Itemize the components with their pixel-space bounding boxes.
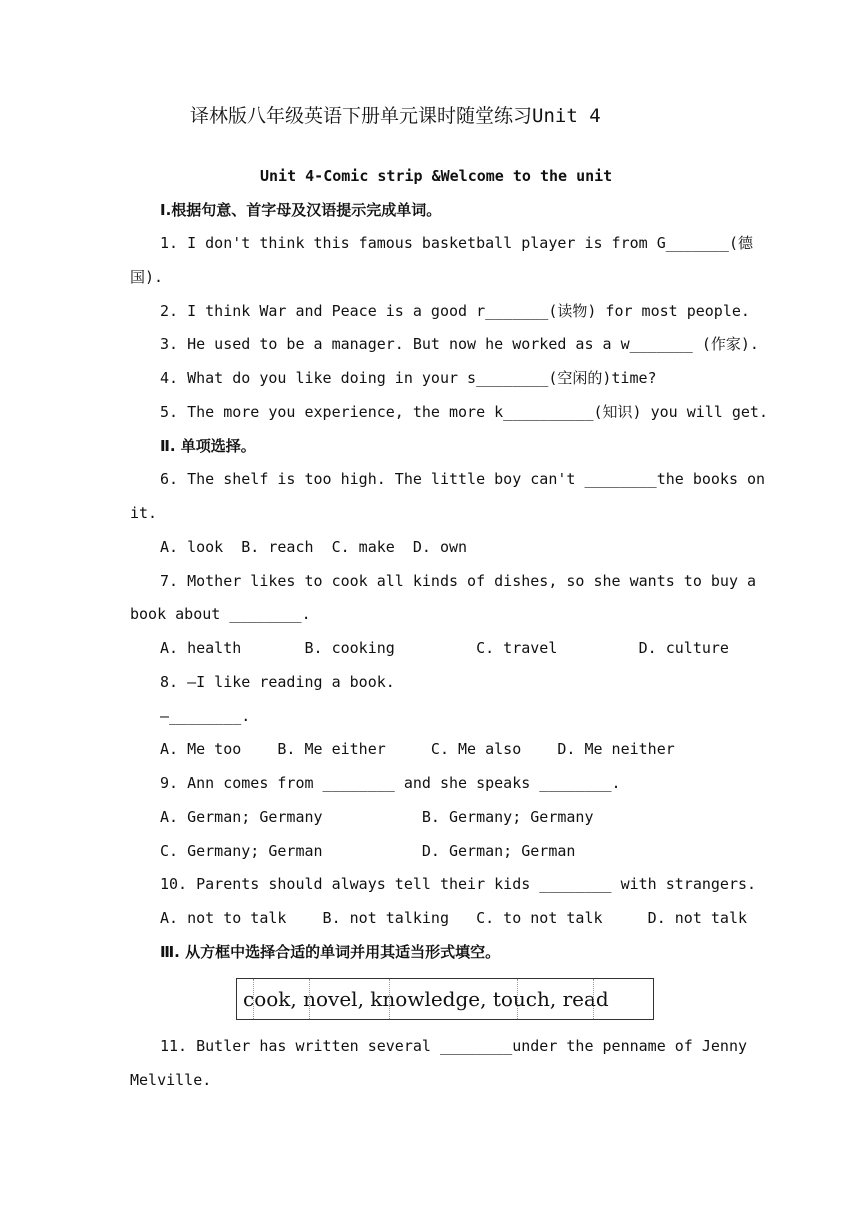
section-3-heading: Ⅲ. 从方框中选择合适的单词并用其适当形式填空。 — [160, 943, 501, 961]
box-divider — [309, 979, 310, 1019]
question-7-line-1: 7. Mother likes to cook all kinds of dishes, so she wants to buy a — [160, 572, 757, 590]
question-2: 2. I think War and Peace is a good r_______(读物) for most people. — [160, 302, 750, 320]
word-bank-text: cook, novel, knowledge, touch, read — [243, 987, 609, 1011]
question-5: 5. The more you experience, the more k__________(知识) you will get. — [160, 403, 768, 421]
question-3: 3. He used to be a manager. But now he worked as a w_______ (作家). — [160, 335, 759, 353]
question-10-options: A. not to talk B. not talking C. to not talk D. not talk — [160, 909, 747, 927]
word-bank-box — [236, 978, 654, 1020]
question-9-options-cd: C. Germany; German D. German; German — [160, 842, 576, 860]
question-6-line-1: 6. The shelf is too high. The little boy can't ________the books on — [160, 470, 766, 488]
question-8-line-1: 8. —I like reading a book. — [160, 673, 395, 691]
question-8-options: A. Me too B. Me either C. Me also D. Me neither — [160, 740, 675, 758]
question-10: 10. Parents should always tell their kids ________ with strangers. — [160, 875, 757, 893]
question-11-line-1: 11. Butler has written several ________under the penname of Jenny — [160, 1037, 747, 1055]
section-1-heading: Ⅰ.根据句意、首字母及汉语提示完成单词。 — [160, 201, 442, 219]
question-1-line-1: 1. I don't think this famous basketball player is from G_______(德 — [160, 234, 753, 252]
question-8-line-2: —________. — [160, 707, 251, 725]
box-divider — [517, 979, 518, 1019]
document-title: 译林版八年级英语下册单元课时随堂练习Unit 4 — [190, 105, 601, 127]
section-2-heading: Ⅱ. 单项选择。 — [160, 437, 256, 455]
question-4: 4. What do you like doing in your s________(空闲的)time? — [160, 369, 657, 387]
question-6-options: A. look B. reach C. make D. own — [160, 538, 468, 556]
question-6-line-2: it. — [130, 504, 158, 522]
question-1-line-2: 国). — [130, 268, 164, 286]
box-divider — [253, 979, 254, 1019]
question-7-options: A. health B. cooking C. travel D. culture — [160, 639, 729, 657]
box-divider — [593, 979, 594, 1019]
question-11-line-2: Melville. — [130, 1071, 212, 1089]
box-divider — [389, 979, 390, 1019]
question-9-options-ab: A. German; Germany B. Germany; Germany — [160, 808, 594, 826]
lesson-subtitle: Unit 4-Comic strip &Welcome to the unit — [260, 167, 613, 185]
question-7-line-2: book about ________. — [130, 605, 311, 623]
question-9: 9. Ann comes from ________ and she speaks ________. — [160, 774, 621, 792]
